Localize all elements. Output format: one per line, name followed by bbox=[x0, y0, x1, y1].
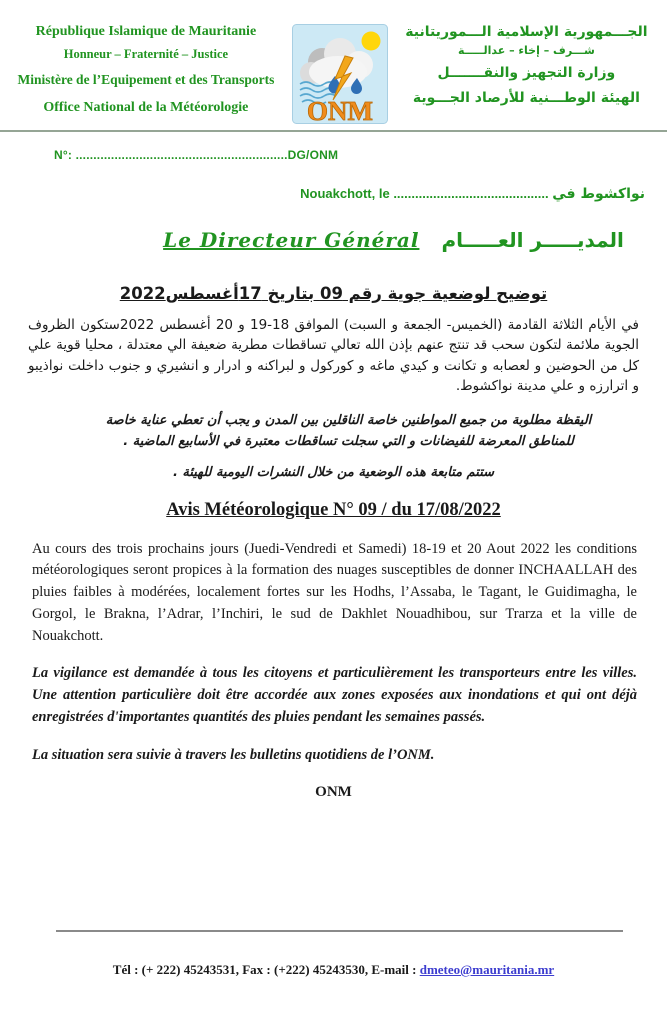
letterhead-french bbox=[6, 24, 286, 116]
sun-icon bbox=[361, 32, 380, 51]
arabic-followup-note: ستتم متابعة هذه الوضعية من خلال النشرات اليومية للهيئة . bbox=[172, 464, 495, 480]
director-general-ar: المديـــــر العـــــام bbox=[441, 228, 624, 252]
place-date-dots: ........................................... bbox=[393, 186, 549, 201]
office-ar: الهيئة الوطـــنية للأرصاد الجـــوية bbox=[412, 90, 640, 106]
footer-divider bbox=[56, 930, 623, 932]
place-date-fr: Nouakchott, le bbox=[300, 186, 390, 201]
motto-fr: Honneur – Fraternité – Justice bbox=[63, 47, 229, 61]
ministry-fr: Ministère de l’Equipement et des Transports bbox=[17, 72, 275, 87]
arabic-vigilance-notice: اليقظة مطلوبة من جميع المواطنين خاصة الناقلين بين المدن و يجب أن تعطي عناية خاصة للمناطق المعرضة للفيضانات و التي سجلت تساقطات معتبرة في الأسابيع الماضية . bbox=[105, 413, 592, 449]
director-general-line bbox=[60, 228, 667, 252]
french-bulletin-body: Au cours des trois prochains jours (Juedi-Vendredi et Samedi) 18-19 et 20 Aout 2022 les conditions météorologiques seront propices à la formation des nuages susceptibles de donner INCHAALLAH des pluies faibles à modérées, localement fortes sur les Hodhs, l’Assaba, le Tagant, le Guidimagha, le Gorgol, le Brakna, l’Adrar, l’Inchiri, le sud de Dakhlet Nouadhibou, sur Trarza et la ville de Nouakchott. bbox=[32, 540, 637, 644]
place-date-ar: نواكشوط في bbox=[552, 186, 645, 202]
signature-onm: ONM bbox=[315, 783, 352, 800]
reference-number-line: N°: ............................................................DG/ONM bbox=[54, 148, 339, 162]
director-general-fr: Le Directeur Général bbox=[163, 228, 420, 252]
french-bulletin-title: Avis Météorologique N° 09 / du 17/08/2022 bbox=[166, 499, 501, 520]
motto-ar: شـــرف – إخاء – عدالـــــة bbox=[458, 44, 595, 57]
arabic-bulletin-body: في الأيام الثلاثة القادمة (الخميس- الجمعة و السبت) الموافق 18-19 و 20 أغسطس 2022ستكون الظروف الجوية ملائمة لتكون سحب قد تنتج عنهم بإذن الله تعالي تساقطات مطرية ضعيفة الي معتدلة ، محليا قوية علي كل من الحوضين و لعصابه و تكانت و كيدي ماغه و كوركول و لبراكنه و ادرار و انشيري و جنوب داخلت نواذيبو و اترارزه و علي مدينة نواكشوط. bbox=[28, 317, 639, 394]
place-date-line bbox=[0, 186, 645, 202]
letterhead bbox=[0, 0, 667, 132]
footer-contact-text: Tél : (+ 222) 45243531, Fax : (+222) 45243530, E-mail : bbox=[112, 962, 420, 977]
office-fr: Office National de la Météorologie bbox=[43, 100, 249, 115]
logo-onm-text: ONM bbox=[306, 96, 373, 124]
onm-logo-graphic bbox=[292, 24, 388, 124]
republic-title-ar: الجـــمهورية الإسلامية الـــموريتانية bbox=[405, 24, 648, 40]
footer-contact-line bbox=[0, 962, 667, 978]
letterhead-arabic bbox=[394, 24, 659, 106]
ministry-ar: وزارة التجهيز والنقـــــــل bbox=[437, 65, 616, 81]
french-followup-note: La situation sera suivie à travers les bulletins quotidiens de l’ONM. bbox=[32, 746, 435, 763]
arabic-bulletin-title: توضيح لوضعية جوية رقم 09 بتاريخ 17أغسطس2022 bbox=[119, 284, 548, 303]
republic-title-fr: République Islamique de Mauritanie bbox=[35, 24, 257, 39]
french-vigilance-notice: La vigilance est demandée à tous les citoyens et particulièrement les transporteurs entre les villes. Une attention particulière doit être accordée aux zones exposées aux inondations et qui ont déjà enregistrées d'importantes quantités des pluies pendant les semaines passés. bbox=[32, 665, 637, 725]
footer-email-link[interactable]: dmeteo@mauritania.mr bbox=[419, 962, 555, 977]
onm-logo bbox=[292, 24, 388, 124]
